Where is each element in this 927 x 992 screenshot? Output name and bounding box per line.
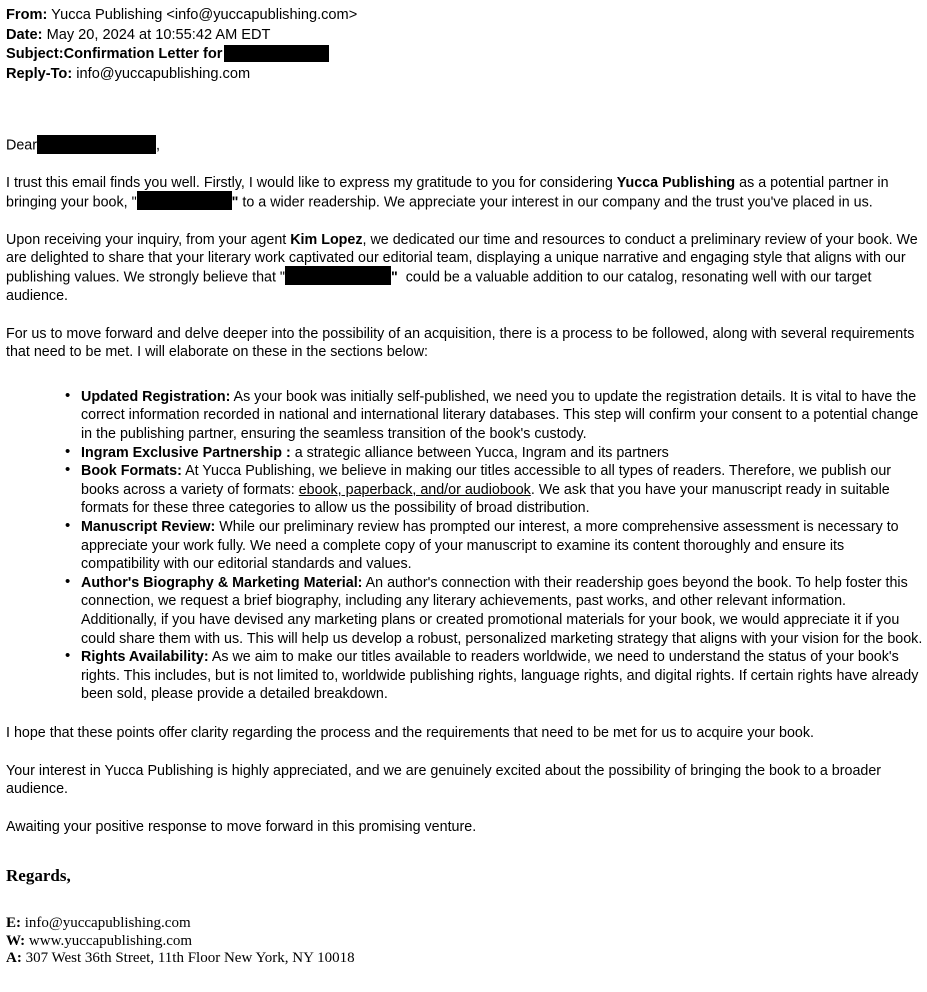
intro-text-c: to a wider readership. We appreciate your interest in our company and the trust you've placed in us. <box>238 194 873 211</box>
signature-website-value: www.yuccapublishing.com <box>28 932 193 949</box>
list-item <box>65 518 923 574</box>
requirement-body-a: At Yucca Publishing, we believe in making our titles accessible to all types of readers. Therefore, we publish our books across a variety of formats: <box>81 463 892 498</box>
list-item <box>65 574 923 648</box>
header-from-label: From: <box>6 7 48 23</box>
paragraph-intro <box>6 174 923 212</box>
header-reply-to-value: info@yuccapublishing.com <box>76 65 251 82</box>
requirement-body: While our preliminary review has prompted our interest, a more comprehensive assessment is necessary to appreciate your work fully. We need a complete copy of your manuscript to examine its content thoroughly and ensure its compatibility with our editorial standards and values. <box>81 519 899 573</box>
signature-address-key: A: <box>6 950 22 967</box>
header-subject <box>6 45 923 65</box>
signature-contact-block <box>6 915 923 968</box>
spacer <box>6 743 923 762</box>
brand-name-yucca-publishing: Yucca Publishing <box>616 175 736 192</box>
spacer <box>6 704 923 724</box>
header-from <box>6 6 923 26</box>
intro-quote-close: " <box>231 194 239 211</box>
signature-email-value: info@yuccapublishing.com <box>24 915 191 932</box>
requirement-title: Ingram Exclusive Partnership : <box>81 444 291 461</box>
redaction-bar-book-title-1 <box>137 191 232 210</box>
salutation <box>6 136 923 155</box>
spacer <box>6 362 923 388</box>
requirement-body: As your book was initially self-published, we need you to update the registration details. It is vital to have the correct information recorded in national and international literary databases. This step will confirm your consent to a potential change in the publishing partner, ensuring the seamless transition of the book's custody. <box>81 388 919 443</box>
signature-address-value: 307 West 36th Street, 11th Floor New York, NY 10018 <box>25 950 355 967</box>
review-text-a: Upon receiving your inquiry, from your agent <box>6 231 291 248</box>
requirement-body: An author's connection with their readership goes beyond the book. To help foster this connection, we request a brief biography, including any literary achievements, past works, and other relevant information. Additionally, if you have devised any marketing plans or created promotional materials for your book, we would appreciate it if you could share them with us. This will help us develop a robust, personalized marketing strategy that aligns with your vision for the book. <box>81 574 923 647</box>
list-item <box>65 462 923 518</box>
requirement-title: Updated Registration: <box>81 388 231 405</box>
header-subject-value: Confirmation Letter for <box>63 46 223 62</box>
header-subject-label: Subject: <box>6 46 64 62</box>
review-text-c: could be a valuable addition to our catalog, resonating well with our target audience. <box>6 269 872 305</box>
requirement-title: Manuscript Review: <box>81 519 216 535</box>
requirement-body-underlined-formats: ebook, paperback, and/or audiobook <box>298 481 531 498</box>
spacer <box>6 306 923 325</box>
redaction-bar-subject <box>224 45 329 62</box>
header-body-gap <box>6 84 923 136</box>
review-quote-close: " <box>391 269 398 286</box>
requirement-body: As we aim to make our titles available to readers worldwide, we need to understand the status of your book's rights. This includes, but is not limited to, worldwide publishing rights, language rights, and digital rights. If certain rights have already been sold, please provide a detailed breakdown. <box>81 649 919 703</box>
spacer <box>6 886 923 915</box>
requirements-list <box>6 388 923 704</box>
requirement-body: a strategic alliance between Yucca, Ingram and its partners <box>290 444 669 461</box>
spacer <box>6 799 923 818</box>
spacer <box>6 212 923 231</box>
requirement-title: Rights Availability: <box>81 649 209 666</box>
redaction-bar-book-title-2 <box>285 266 391 285</box>
header-date-label: Date: <box>6 26 43 43</box>
intro-text-b: as a potential partner in bringing your book, " <box>6 175 889 211</box>
spacer <box>6 836 923 866</box>
salutation-text: Dear <box>6 137 37 154</box>
signature-address-line <box>6 950 923 968</box>
intro-text-a: I trust this email finds you well. Firstly, I would like to express my gratitude to you for considering <box>6 175 617 192</box>
list-item <box>65 648 923 704</box>
requirement-title: Author's Biography & Marketing Material: <box>81 574 363 591</box>
agent-name: Kim Lopez <box>290 231 363 248</box>
header-from-value: Yucca Publishing <info@yuccapublishing.com> <box>51 7 358 23</box>
spacer <box>6 155 923 174</box>
email-header-block <box>6 6 923 84</box>
redaction-bar-recipient-name <box>37 135 156 154</box>
review-text-b: , we dedicated our time and resources to conduct a preliminary review of your book. We are delighted to share that your literary work captivated our editorial team, displaying a unique narrative and engaging style that aligns with our publishing values. We strongly believe that " <box>6 231 918 286</box>
paragraph-closing-1: I hope that these points offer clarity regarding the process and the requirements that need to be met for us to acquire your book. <box>6 724 814 741</box>
header-reply-to <box>6 65 923 85</box>
requirement-title: Book Formats: <box>81 463 182 480</box>
signature-email-key: E: <box>6 915 21 932</box>
signoff-regards: Regards, <box>6 866 71 886</box>
paragraph-closing-2: Your interest in Yucca Publishing is highly appreciated, and we are genuinely excited about the possibility of bringing the book to a broader audience. <box>6 762 882 798</box>
signature-email-line <box>6 915 923 933</box>
header-reply-to-label: Reply-To: <box>6 65 73 82</box>
header-date-value: May 20, 2024 at 10:55:42 AM EDT <box>46 26 271 43</box>
paragraph-closing-3: Awaiting your positive response to move forward in this promising venture. <box>6 818 477 835</box>
paragraph-review <box>6 231 923 306</box>
header-date <box>6 26 923 46</box>
list-item <box>65 444 923 463</box>
requirement-body-b: . We ask that you have your manuscript ready in suitable formats for these three categories to allow us the possibility of broad distribution. <box>81 481 890 517</box>
paragraph-process: For us to move forward and delve deeper into the possibility of an acquisition, there is a process to be followed, along with several requirements that need to be met. I will elaborate on these in the sections below: <box>6 325 915 361</box>
salutation-comma: , <box>156 137 160 154</box>
list-item <box>65 388 923 444</box>
signature-website-line <box>6 933 923 951</box>
signature-website-key: W: <box>6 932 26 949</box>
